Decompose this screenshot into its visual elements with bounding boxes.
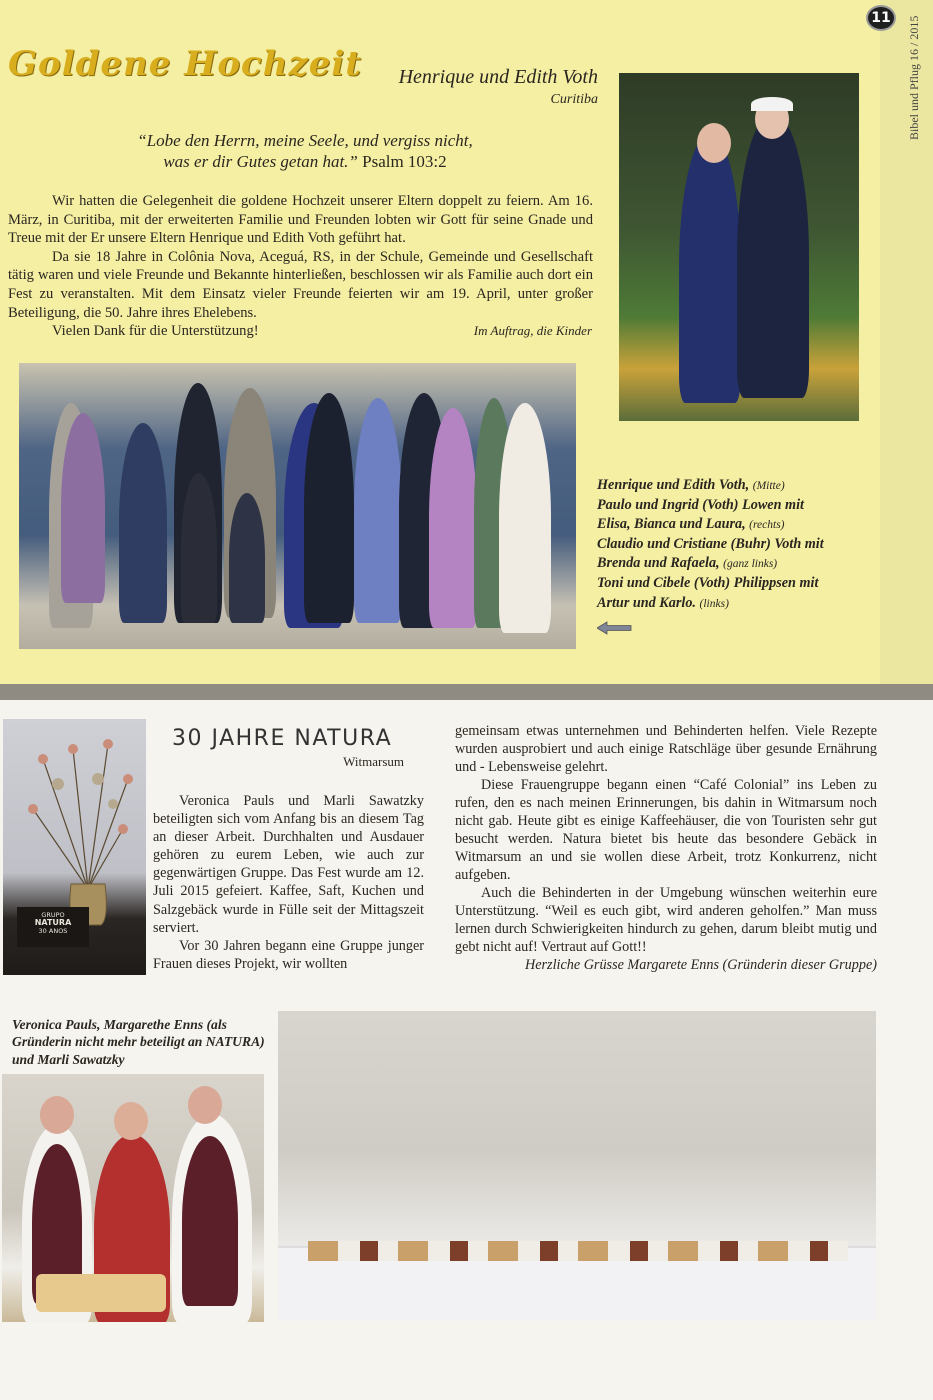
body-paragraph: Wir hatten die Gelegenheit die goldene Hochzeit unserer Eltern doppelt zu feiern. Am 16. März, in Curitiba, mit der erweiterten Familie und Freunden lobten wir Gott für seine Gnade und Treue mit der Er unsere Eltern Henrique und Edith Voth geführt hat.	[8, 193, 593, 247]
body-paragraph: Da sie 18 Jahre in Colônia Nova, Aceguá, RS, in der Schule, Gemeinde und Gesellschaft tätig waren und viele Freunde und Bekannte hinterließen, beschlossen wir als Familie auch dort ein Fest zu veranstalten. Mit dem Einsatz vieler Freunde feierten wir am 19. April, unter großer Beteiligung, die 50. Jahre ihres Ehelebens.	[8, 248, 593, 321]
body-paragraph: gemeinsam etwas unternehmen und Behinderten helfen. Viele Rezepte wurden ausprobiert und auch einige Ratschläge über gesunde Ernährung und - Lebensweise gelehrt.	[455, 723, 877, 775]
caption-line: Paulo und Ingrid (Voth) Lowen mit	[597, 496, 804, 513]
quote-reference: Psalm 103:2	[362, 152, 447, 171]
body-paragraph: Vor 30 Jahren begann eine Gruppe junger Frauen dieses Projekt, wir wollten	[153, 937, 424, 972]
family-group-photo	[19, 363, 576, 649]
body-paragraph: Veronica Pauls und Marli Sawatzky beteiligten sich vom Anfang bis an diesem Tag an dieser Arbeit. Durchhalten und Ausdauer gehören zu eurem Leben, wie auch zur gegenwärtigen Gruppe. Das Fest wurde am 12. Juli 2015 gefeiert. Kaffee, Saft, Kuchen und Salzgebäck wurde in Fülle seit der Mittagszeit serviert.	[153, 793, 424, 936]
greeting: Herzliche Grüsse Margarete Enns (Gründerin dieser Gruppe)	[524, 957, 877, 973]
article-city: Curitiba	[550, 92, 598, 107]
running-head: Bibel und Pflug 16 / 2015	[907, 15, 921, 140]
quote-line-2: was er dir Gutes getan hat.”	[163, 152, 358, 171]
natura-article-title: 30 JAHRE NATURA	[172, 726, 393, 751]
quote-line-1: “Lobe den Herrn, meine Seele, und vergiss nicht,	[137, 131, 473, 150]
vase-photo	[3, 719, 146, 975]
body-paragraph: Diese Frauengruppe begann einen “Café Colonial” ins Leben zu rufen, den es nach meinen Erinnerungen, bis dahin in Witmarsum noch nicht gab. Heute gibt es einige Kaffeehäuser, die von Touristen sehr gut besucht werden. Natura bietet bis heute das besondere Gebäck in Witmarsum an und sie wollen diese Arbeit, trotz Konkurrenz, nicht aufgeben.	[455, 777, 877, 883]
article-title: Goldene Hochzeit	[8, 44, 363, 84]
bible-quote	[60, 130, 550, 172]
founders-photo	[2, 1074, 264, 1322]
trio-photo-caption: Veronica Pauls, Margarethe Enns (als Gründerin nicht mehr beteiligt an NATURA) und Marli Sawatzky	[12, 1017, 265, 1067]
article-subject: Henrique und Edith Voth	[398, 66, 598, 88]
food-platters	[308, 1241, 848, 1261]
natura-location: Witmarsum	[343, 754, 404, 769]
page-number-badge: 11	[866, 5, 896, 31]
caption-line: Artur und Karlo. (links)	[597, 594, 729, 611]
natura-sign: GRUPO NATURA 30 ANOS	[34, 911, 72, 935]
caption-line: Claudio und Cristiane (Buhr) Voth mit	[597, 535, 824, 552]
group-members	[318, 1081, 858, 1251]
caption-line: Toni und Cibele (Voth) Philippsen mit	[597, 574, 819, 591]
body-paragraph: Auch die Behinderten in der Umgebung wünschen weiterhin eure Unterstützung. “Weil es euch gibt, wird anderen geholfen.” Man muss lernen durch Schwierigkeiten hindurch zu gehen, darum bleibt mutig und gebt nicht auf! Vertraut auf Gott!!	[455, 885, 877, 955]
natura-column-1	[153, 792, 424, 973]
caption-line: Brenda und Rafaela, (ganz links)	[597, 555, 778, 572]
article-body	[8, 192, 593, 341]
arrow-left-icon	[597, 621, 633, 635]
article-signoff: Im Auftrag, die Kinder	[473, 323, 592, 338]
caption-line: Henrique und Edith Voth, (Mitte)	[597, 477, 785, 493]
natura-column-2	[455, 722, 877, 974]
body-paragraph: Vielen Dank für die Unterstützung!	[52, 323, 259, 340]
dried-flowers-icon	[3, 719, 146, 975]
couple-photo	[619, 73, 859, 421]
family-photo-caption	[597, 476, 897, 613]
caption-line: Elisa, Bianca und Laura, (rechts)	[597, 516, 785, 533]
natura-group-photo	[278, 1011, 876, 1321]
